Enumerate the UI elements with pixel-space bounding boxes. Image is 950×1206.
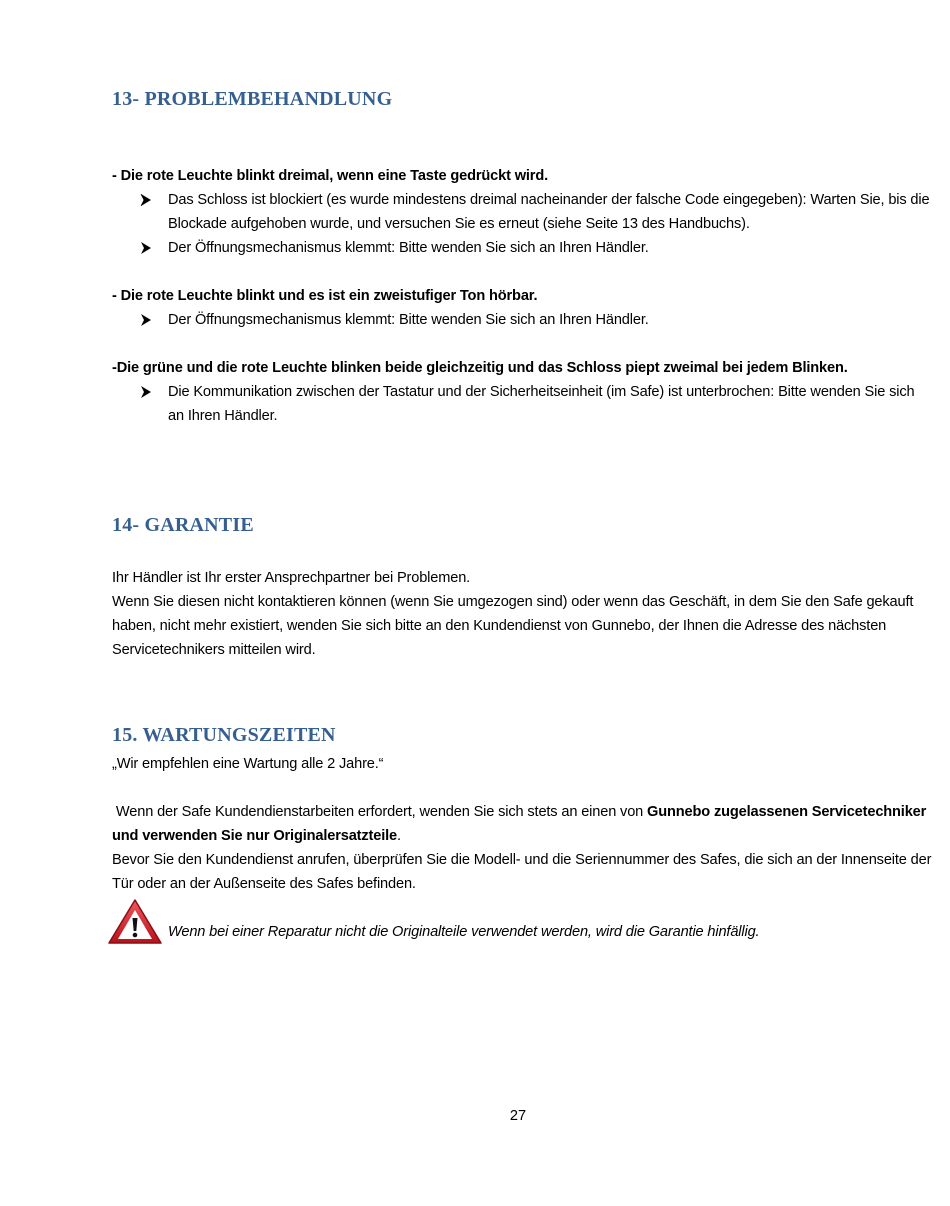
maintenance-recommendation: „Wir empfehlen eine Wartung alle 2 Jahre.“ <box>112 756 384 772</box>
arrow-bullet-icon <box>140 236 154 260</box>
section-13-heading: 13- PROBLEMBEHANDLUNG <box>112 88 393 110</box>
problem-3-title: -Die grüne und die rote Leuchte blinken beide gleichzeitig und das Schloss piept zweimal bei jedem Blinken. <box>112 360 848 376</box>
section-15-body <box>112 752 932 896</box>
section-14-heading: 14- GARANTIE <box>112 514 254 536</box>
section-14-para-2: Wenn Sie diesen nicht kontaktieren können (wenn Sie umgezogen sind) oder wenn das Geschäft, in dem Sie den Safe gekauft haben, nicht mehr existiert, wenden Sie sich bitte an den Kundendienst von Gunnebo, der Ihnen die Adresse des nächsten Servicetechnikers mitteilen wird. <box>112 594 914 658</box>
problem-3-item-1: Die Kommunikation zwischen der Tastatur und der Sicherheitseinheit (im Safe) ist unterbrochen: Bitte wenden Sie sich an Ihren Händler. <box>112 380 932 428</box>
service-paragraph: Wenn der Safe Kundendienstarbeiten erfordert, wenden Sie sich stets an einen von Gunnebo zugelassenen Servicetechniker und verwenden Sie nur Originalersatzteile. <box>112 804 927 844</box>
section-15-heading: 15. WARTUNGSZEITEN <box>112 724 336 746</box>
problem-1-title: - Die rote Leuchte blinkt dreimal, wenn eine Taste gedrückt wird. <box>112 168 548 184</box>
page-number: 27 <box>509 1108 527 1124</box>
problem-2 <box>112 284 932 332</box>
section-14-body <box>112 566 932 662</box>
problem-1-item-1: Das Schloss ist blockiert (es wurde mindestens dreimal nacheinander der falsche Code eingegeben): Warten Sie, bis die Blockade aufgehoben wurde, und versuchen Sie es erneut (siehe Seite 13 des Handbuchs). <box>112 188 932 236</box>
arrow-bullet-icon <box>140 308 154 332</box>
problem-2-title: - Die rote Leuchte blinkt und es ist ein zweistufiger Ton hörbar. <box>112 288 538 304</box>
section-14-para-1: Ihr Händler ist Ihr erster Ansprechpartner bei Problemen. <box>112 570 471 586</box>
problem-3 <box>112 356 932 428</box>
warning-triangle-icon <box>108 898 164 946</box>
warning-text: Wenn bei einer Reparatur nicht die Originalteile verwendet werden, wird die Garantie hinfällig. <box>168 924 760 940</box>
arrow-bullet-icon <box>140 188 154 212</box>
problem-1-item-2: Der Öffnungsmechanismus klemmt: Bitte wenden Sie sich an Ihren Händler. <box>112 236 932 260</box>
serial-number-paragraph: Bevor Sie den Kundendienst anrufen, überprüfen Sie die Modell- und die Seriennummer des Safes, die sich an der Innenseite der Tür oder an der Außenseite des Safes befinden. <box>112 852 932 892</box>
problem-1 <box>112 164 932 260</box>
arrow-bullet-icon <box>140 380 154 404</box>
problem-2-item-1: Der Öffnungsmechanismus klemmt: Bitte wenden Sie sich an Ihren Händler. <box>112 308 932 332</box>
